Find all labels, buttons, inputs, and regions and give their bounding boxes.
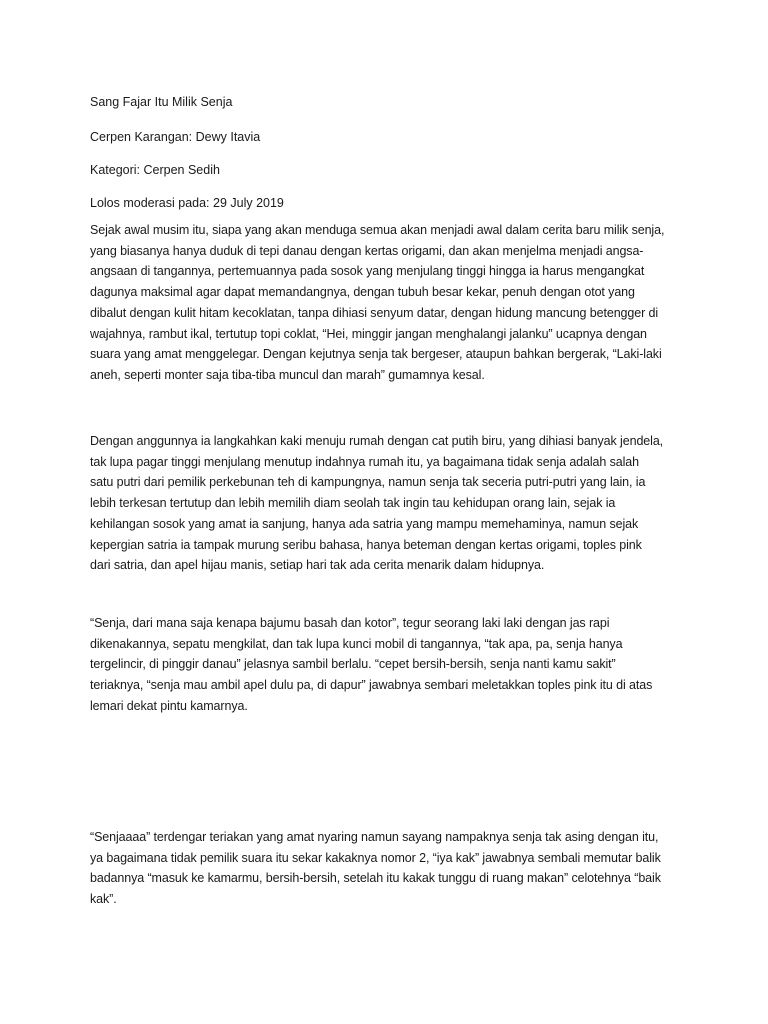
paragraph-line: lebih terkesan tertutup dan lebih memilih diam seolah tak ingin tau kehidupan orang lain, sejak ia — [90, 496, 616, 511]
paragraph-line: dikenakannya, sepatu mengkilat, dan tak lupa kunci mobil di tangannya, “tak apa, pa, senja hanya — [90, 636, 623, 651]
paragraph-line: kehilangan sosok yang amat ia sanjung, hanya ada satria yang mampu memehaminya, namun sejak — [90, 516, 639, 531]
paragraph-line: teriaknya, “senja mau ambil apel dulu pa, di dapur” jawabnya sembari meletakkan toples pink itu di atas — [90, 678, 653, 693]
category-line: Kategori: Cerpen Sedih — [90, 163, 220, 177]
paragraph-line: “Senja, dari mana saja kenapa bajumu basah dan kotor”, tegur seorang laki laki dengan jas rapi — [90, 616, 610, 630]
paragraph-line: kak”. — [90, 892, 117, 907]
paragraph-line: badannya “masuk ke kamarmu, bersih-bersih, setelah itu kakak tunggu di ruang makan” celotehnya “baik — [90, 871, 661, 886]
document-title: Sang Fajar Itu Milik Senja — [90, 95, 233, 109]
paragraph-line: Dengan anggunnya ia langkahkan kaki menuju rumah dengan cat putih biru, yang dihiasi banyak jendela, — [90, 434, 664, 448]
paragraph-line: kepergian satria ia tampak murung seribu bahasa, hanya beteman dengan kertas origami, toples pink — [90, 537, 642, 552]
paragraph-line: ya bagaimana tidak pemilik suara itu sekar kakaknya nomor 2, “iya kak” jawabnya sembali memutar balik — [90, 850, 661, 865]
paragraph-line: satu putri dari pemilik perkebunan teh di kampungnya, namun senja tak seceria putri-putri yang lain, ia — [90, 475, 646, 490]
paragraph-line: angsaan di tangannya, pertemuannya pada sosok yang menjulang tinggi hingga ia harus mengangkat — [90, 264, 645, 279]
paragraph-line: lemari dekat pintu kamarnya. — [90, 698, 248, 713]
paragraph-line: tak lupa pagar tinggi menjulang menutup indahnya rumah itu, ya bagaimana tidak senja adalah salah — [90, 454, 640, 469]
paragraph-2 — [90, 431, 682, 576]
paragraph-line: wajahnya, rambut ikal, tertutup topi coklat, “Hei, minggir jangan menghalangi jalanku” ucapnya dengan — [90, 326, 647, 341]
paragraph-line: Sejak awal musim itu, siapa yang akan menduga semua akan menjadi awal dalam cerita baru milik senja, — [90, 223, 665, 237]
paragraph-4 — [90, 827, 682, 910]
author-line: Cerpen Karangan: Dewy Itavia — [90, 130, 261, 144]
paragraph-1 — [90, 220, 682, 386]
paragraph-line: tergelincir, di pinggir danau” jelasnya sambil berlalu. “cepet bersih-bersih, senja nanti kamu sakit” — [90, 657, 616, 672]
paragraph-3 — [90, 613, 682, 717]
paragraph-line: dagunya maksimal agar dapat memandangnya, dengan tubuh besar kekar, penuh dengan otot yang — [90, 285, 635, 300]
document-page — [90, 0, 690, 1024]
paragraph-line: aneh, seperti monter saja tiba-tiba muncul dan marah” gumamnya kesal. — [90, 367, 485, 382]
paragraph-line: “Senjaaaa” terdengar teriakan yang amat nyaring namun sayang nampaknya senja tak asing dengan itu, — [90, 830, 659, 844]
moderation-line: Lolos moderasi pada: 29 July 2019 — [90, 196, 284, 210]
paragraph-line: dibalut dengan kulit hitam kecoklatan, tanpa dihiasi senyum datar, dengan hidung mancung betengger di — [90, 305, 659, 320]
paragraph-line: suara yang amat menggelegar. Dengan kejutnya senja tak bergeser, ataupun bahkan bergerak, “Laki-laki — [90, 347, 662, 362]
paragraph-line: dari satria, dan apel hijau manis, setiap hari tak ada cerita menarik dalam hidupnya. — [90, 558, 545, 573]
paragraph-line: yang biasanya hanya duduk di tepi danau dengan kertas origami, dan akan menjelma menjadi angsa- — [90, 243, 644, 258]
